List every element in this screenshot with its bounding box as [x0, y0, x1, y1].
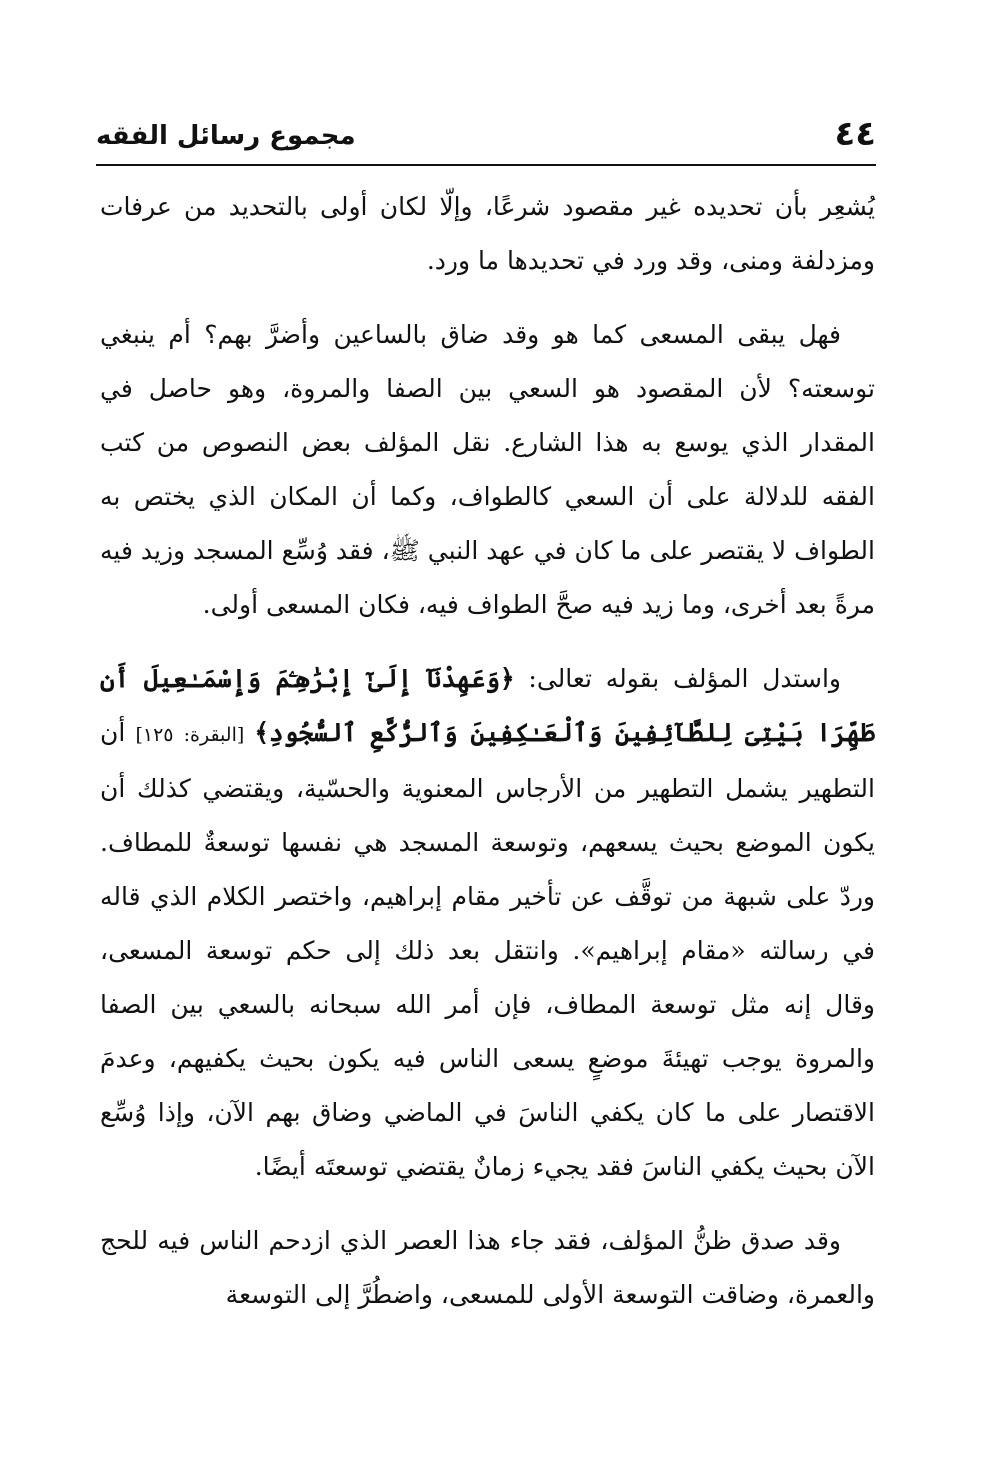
paragraph-3	[100, 652, 875, 1194]
header-rule	[96, 164, 876, 166]
page-header	[96, 112, 876, 162]
verse-reference: [البقرة: ١٢٥]	[125, 724, 255, 746]
paragraph-3-body: أن التطهير يشمل التطهير من الأرجاس المعنوية والحسّية، ويقتضي كذلك أن يكون الموضع بحيث يسعهم، وتوسعة المسجد هي نفسها توسعةٌ للمطاف. وردّ على شبهة من توقَّف عن تأخير مقام إبراهيم، واختصر الكلام الذي قاله في رسالته «مقام إبراهيم». وانتقل بعد ذلك إلى حكم توسعة المسعى، وقال إنه مثل توسعة المطاف، فإن أمر الله سبحانه بالسعي بين الصفا والمروة يوجب تهيئةَ موضعٍ يسعى الناس فيه يكون بحيث يكفيهم، وعدمَ الاقتصار على ما كان يكفي الناسَ في الماضي وضاق بهم الآن، وإذا وُسِّع الآن بحيث يكفي الناسَ فقد يجيء زمانٌ يقتضي توسعتَه أيضًا.	[100, 718, 875, 1181]
paragraph-2: فهل يبقى المسعى كما هو وقد ضاق بالساعين وأضرَّ بهم؟ أم ينبغي توسعته؟ لأن المقصود هو السعي بين الصفا والمروة، وهو حاصل في المقدار الذي يوسع به هذا الشارع. نقل المؤلف بعض النصوص من كتب الفقه للدلالة على أن السعي كالطواف، وكما أن المكان الذي يختص به الطواف لا يقتصر على ما كان في عهد النبي ﷺ، فقد وُسِّع المسجد وزيد فيه مرةً بعد أخرى، وما زيد فيه صحَّ الطواف فيه، فكان المسعى أولى.	[100, 320, 875, 619]
paragraph-1: يُشعِر بأن تحديده غير مقصود شرعًا، وإلّا لكان أولى بالتحديد من عرفات ومزدلفة ومنى، وقد ورد في تحديدها ما ورد.	[100, 192, 875, 275]
paragraph-3-intro: واستدل المؤلف بقوله تعالى:	[514, 664, 841, 693]
page-number: ٤٤	[834, 114, 876, 154]
quran-verse: ﴿وَعَهِدْنَآ إِلَىٰٓ إِبْرَٰهِـۧمَ وَإِسْمَـٰعِيلَ أَن طَهِّرَا بَيْتِىَ لِلطَّآئِفِينَ وَٱلْعَـٰكِفِينَ وَٱلرُّكَّعِ ٱلسُّجُودِ﴾	[100, 664, 875, 747]
running-title: مجموع رسائل الفقه	[96, 121, 356, 151]
paragraph-4: وقد صدق ظنُّ المؤلف، فقد جاء هذا العصر الذي ازدحم الناس فيه للحج والعمرة، وضاقت التوسعة الأولى للمسعى، واضطُرَّ إلى التوسعة	[100, 1226, 875, 1309]
body-text	[100, 180, 875, 1342]
